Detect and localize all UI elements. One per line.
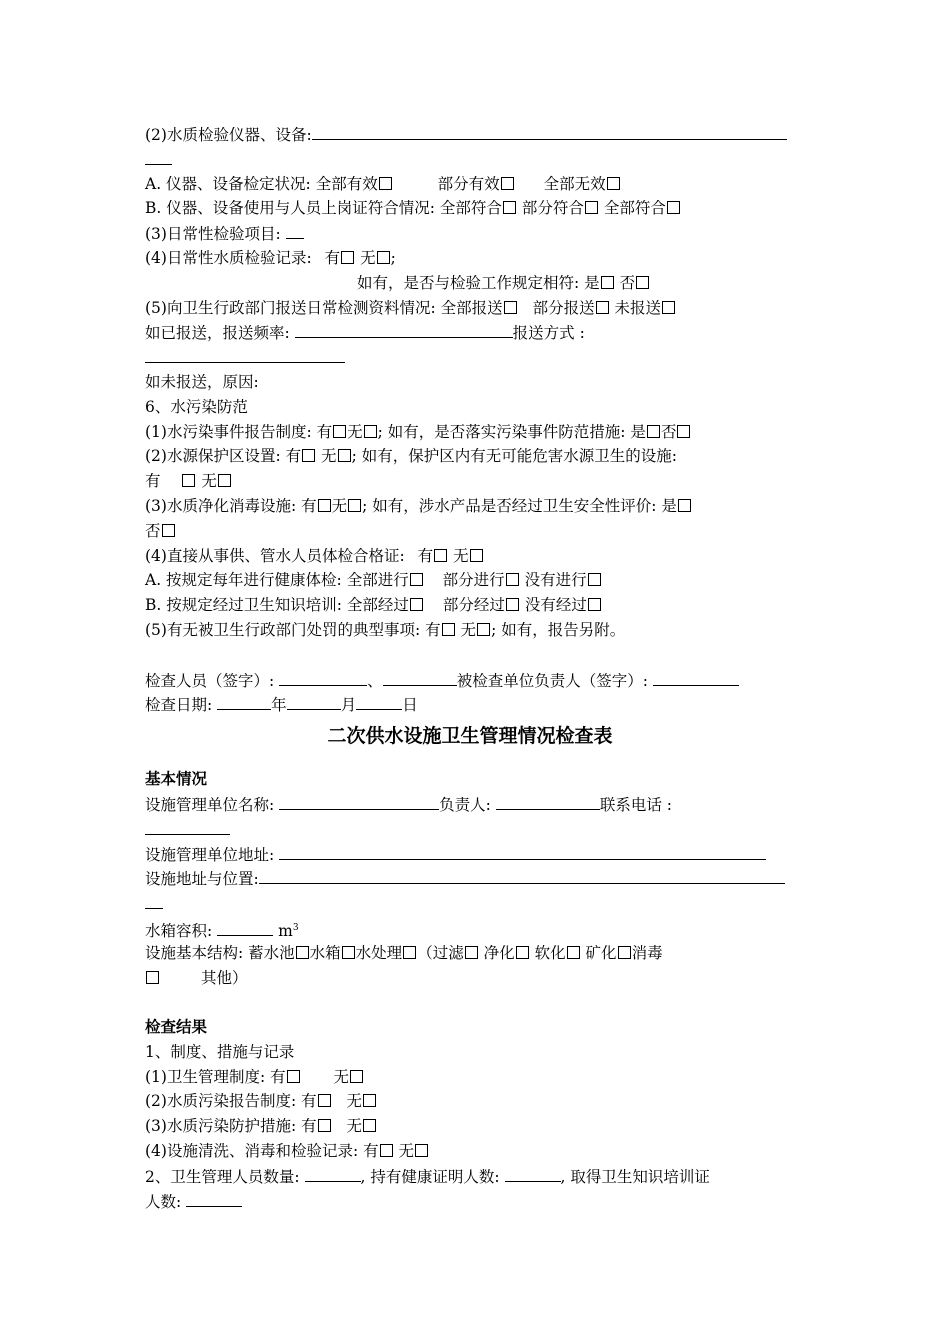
- routine-record-line: (4)日常性水质检验记录: 有 无 ;: [145, 248, 396, 267]
- checkbox[interactable]: [318, 499, 331, 512]
- checkbox[interactable]: [607, 177, 620, 190]
- checkbox[interactable]: [403, 946, 416, 959]
- principal-label: 负责人:: [439, 795, 491, 814]
- checkbox[interactable]: [182, 474, 195, 487]
- option-label: 无: [453, 546, 469, 565]
- option-label: 部分进行: [442, 571, 505, 590]
- text: (5)有无被卫生行政部门处罚的典型事项: 有: [145, 620, 441, 639]
- checkbox[interactable]: [410, 598, 423, 611]
- text: ; 如有，是否落实污染事件防范措施: 是: [377, 422, 646, 441]
- checkbox[interactable]: [364, 425, 377, 438]
- report-frequency-label: 如已报送，报送频率:: [145, 324, 290, 343]
- checkbox[interactable]: [377, 251, 390, 264]
- option-label: 部分符合: [521, 199, 584, 218]
- option-label: 部分报送: [532, 298, 595, 317]
- option-label: 全部无效: [543, 174, 606, 193]
- text: (2)水源保护区设置: 有: [145, 447, 302, 466]
- unit-head-signature-label: 被检查单位负责人（签字）:: [456, 671, 648, 690]
- checkbox[interactable]: [379, 177, 392, 190]
- routine-items-label: (3)日常性检验项目:: [145, 225, 281, 244]
- not-reported-reason: 如未报送，原因:: [145, 372, 259, 391]
- report-method-line: [145, 345, 815, 370]
- checkbox[interactable]: [342, 946, 355, 959]
- routine-items-blank[interactable]: [286, 221, 304, 239]
- report-frequency-blank[interactable]: [295, 320, 513, 338]
- report-status-label: (5)向卫生行政部门报送日常检测资料情况:: [145, 298, 436, 317]
- option-label: 全部报送: [440, 298, 503, 317]
- unit-address-label: 设施管理单位地址:: [145, 845, 275, 864]
- pollution-protection-line: [145, 1114, 815, 1139]
- text: 无: [201, 472, 217, 491]
- checkbox[interactable]: [338, 449, 351, 462]
- health-cert-count-label: , 持有健康证明人数:: [360, 1167, 500, 1186]
- day-blank[interactable]: [356, 692, 402, 710]
- pollution-report-system-line: [145, 1089, 815, 1114]
- phone-line: [145, 817, 815, 842]
- checkbox[interactable]: [647, 425, 660, 438]
- calibration-line: [145, 172, 815, 197]
- disinfection-line-cont: [145, 519, 815, 544]
- section-heading: 1、制度、措施与记录: [145, 1042, 295, 1061]
- facility-address-label: 设施地址与位置:: [145, 870, 259, 889]
- text: 矿化: [585, 943, 617, 962]
- option-label: 全部符合: [439, 199, 502, 218]
- text: ; 如有，报告另附。: [491, 620, 626, 639]
- report-method-label: 报送方式 :: [512, 324, 585, 343]
- checkbox[interactable]: [618, 946, 631, 959]
- text: 月: [340, 696, 357, 715]
- training-cert-label: , 取得卫生知识培训证: [560, 1167, 710, 1186]
- option-label: 没有经过: [524, 596, 587, 615]
- text: 否: [145, 521, 161, 540]
- checkbox[interactable]: [662, 301, 675, 314]
- checkbox[interactable]: [667, 201, 680, 214]
- unit-superscript: 3: [292, 922, 299, 933]
- report-status-line: [145, 296, 815, 321]
- text: B. 按规定经过卫生知识培训:: [145, 596, 342, 615]
- routine-items-line: [145, 221, 815, 246]
- tank-volume-line: [145, 916, 815, 941]
- facility-address-line-cont: [145, 891, 815, 916]
- checkbox[interactable]: [504, 301, 517, 314]
- checkbox[interactable]: [146, 971, 159, 984]
- disinfection-line: [145, 494, 815, 519]
- unit-address-blank[interactable]: [279, 842, 766, 860]
- text: 其他）: [200, 968, 248, 987]
- inspector-signature-label: 检查人员（签字）:: [145, 671, 275, 690]
- text: 年: [271, 696, 287, 715]
- staff-count-blank[interactable]: [305, 1164, 361, 1182]
- unit-head-signature-blank[interactable]: [653, 668, 739, 686]
- checkbox[interactable]: [442, 623, 455, 636]
- record-match-line: [145, 271, 815, 296]
- section-heading: 6、水污染防范: [145, 397, 248, 416]
- text: 无: [346, 1117, 363, 1136]
- tank-volume-blank[interactable]: [217, 918, 273, 936]
- checkbox[interactable]: [296, 946, 309, 959]
- structure-line: [145, 941, 815, 966]
- checkbox[interactable]: [567, 946, 580, 959]
- checkbox[interactable]: [677, 425, 690, 438]
- option-label: 否: [619, 273, 636, 292]
- option-label: 部分有效: [437, 174, 500, 193]
- signature-line: [145, 668, 815, 693]
- training-line: [145, 593, 815, 618]
- checkbox[interactable]: [465, 946, 478, 959]
- checkbox[interactable]: [341, 251, 354, 264]
- report-method-blank[interactable]: [145, 345, 345, 363]
- text: ; 如有，涉水产品是否经过卫生安全性评价: 是: [362, 496, 677, 515]
- facility-address-line: [145, 866, 815, 891]
- text: 无: [398, 1142, 415, 1161]
- unit-name-line: [145, 792, 815, 817]
- checkbox[interactable]: [318, 1119, 331, 1132]
- option-label: 没有进行: [524, 571, 587, 590]
- inspector-signature-blank[interactable]: [279, 668, 367, 686]
- checkbox[interactable]: [318, 1094, 331, 1107]
- checkbox[interactable]: [601, 276, 614, 289]
- date-line: [145, 692, 815, 717]
- checkbox[interactable]: [333, 425, 346, 438]
- text: 净化: [483, 943, 515, 962]
- document-page: [145, 122, 815, 1213]
- option-label: 有: [417, 546, 434, 565]
- unit-name-label: 设施管理单位名称:: [145, 795, 275, 814]
- phone-label: 联系电话 :: [599, 795, 672, 814]
- checkbox[interactable]: [434, 549, 447, 562]
- text: （过滤: [417, 943, 464, 962]
- principal-blank[interactable]: [496, 792, 600, 810]
- facility-address-blank-cont[interactable]: [145, 891, 163, 909]
- health-cert-line: [145, 544, 815, 569]
- text: (4)直接从事供、管水人员体检合格证:: [145, 546, 405, 565]
- instrument-label: (2)水质检验仪器、设备:: [145, 126, 312, 144]
- instrument-line-cont: [145, 147, 815, 172]
- option-label: 无: [360, 248, 376, 267]
- text: 无: [331, 496, 348, 515]
- option-label: 全部进行: [346, 571, 409, 590]
- text: 无: [333, 1067, 350, 1086]
- calibration-label: A. 仪器、设备检定状况:: [145, 174, 311, 193]
- basic-info-heading: 基本情况: [145, 770, 208, 789]
- text: 软化: [534, 943, 566, 962]
- text: 无: [347, 422, 363, 441]
- health-exam-line: [145, 568, 815, 593]
- checkbox[interactable]: [678, 499, 691, 512]
- checkbox[interactable]: [506, 573, 519, 586]
- instrument-blank-cont[interactable]: [145, 147, 172, 165]
- text: ; 如有，保护区内有无可能危害水源卫生的设施:: [351, 447, 677, 466]
- checkbox[interactable]: [585, 201, 598, 214]
- phone-blank[interactable]: [145, 817, 230, 835]
- protection-zone-line: [145, 444, 815, 469]
- report-frequency-line: [145, 320, 815, 345]
- text: 无: [460, 620, 477, 639]
- pollution-report-line: [145, 420, 815, 445]
- checkbox[interactable]: [380, 1144, 393, 1157]
- page-title: 二次供水设施卫生管理情况检查表: [327, 725, 613, 748]
- checkbox[interactable]: [588, 598, 601, 611]
- protection-zone-line-cont: [145, 469, 815, 494]
- result-heading: 检查结果: [145, 1018, 208, 1037]
- checkbox[interactable]: [588, 573, 601, 586]
- instrument-line: [145, 122, 815, 147]
- staff-count-label: 2、卫生管理人员数量:: [145, 1167, 300, 1186]
- staff-count-line: [145, 1164, 815, 1189]
- hygiene-system-line: [145, 1065, 815, 1090]
- year-blank[interactable]: [217, 692, 271, 710]
- text: (2)水质污染报告制度: 有: [145, 1092, 317, 1111]
- checkbox[interactable]: [477, 623, 490, 636]
- text: A. 按规定每年进行健康体检:: [145, 571, 342, 590]
- checkbox[interactable]: [415, 1144, 428, 1157]
- checkbox[interactable]: [410, 573, 423, 586]
- option-label: 部分经过: [442, 596, 505, 615]
- text: 日: [402, 696, 418, 715]
- text: (4)设施清洗、消毒和检验记录: 有: [145, 1142, 379, 1161]
- unit-address-line: [145, 842, 815, 867]
- text: 水箱: [309, 943, 341, 962]
- facility-address-blank[interactable]: [259, 866, 785, 884]
- record-match-label: 如有，是否与检验工作规定相符:: [357, 273, 580, 292]
- text: (3)水质净化消毒设施: 有: [145, 496, 317, 515]
- text: 设施基本结构: 蓄水池: [145, 943, 295, 962]
- certificate-label: B. 仪器、设备使用与人员上岗证符合情况:: [145, 199, 435, 218]
- routine-record-label: (4)日常性水质检验记录:: [145, 248, 312, 267]
- text: (1)卫生管理制度: 有: [145, 1067, 286, 1086]
- option-label: 是: [584, 273, 600, 292]
- checkbox[interactable]: [162, 524, 175, 537]
- checkbox[interactable]: [218, 474, 231, 487]
- checkbox[interactable]: [350, 1070, 363, 1083]
- checkbox[interactable]: [596, 301, 609, 314]
- training-count-blank[interactable]: [186, 1189, 242, 1207]
- checkbox[interactable]: [470, 549, 483, 562]
- checkbox[interactable]: [501, 177, 514, 190]
- text: 消毒: [631, 943, 663, 962]
- unit-name-blank[interactable]: [279, 792, 439, 810]
- option-label: 未报送: [614, 298, 662, 317]
- certificate-line: [145, 196, 815, 221]
- instrument-blank[interactable]: [312, 122, 787, 140]
- training-count-line: [145, 1189, 815, 1214]
- training-count-label: 人数:: [145, 1192, 182, 1211]
- text: (1)水污染事件报告制度: 有: [145, 422, 333, 441]
- text: 、: [367, 671, 383, 690]
- text: (3)水质污染防护措施: 有: [145, 1117, 317, 1136]
- inspector-signature-blank-2[interactable]: [383, 668, 457, 686]
- text: 有: [145, 472, 161, 491]
- option-label: 全部有效: [315, 174, 378, 193]
- checkbox[interactable]: [506, 598, 519, 611]
- checkbox[interactable]: [503, 201, 516, 214]
- structure-line-cont: [145, 966, 815, 991]
- penalty-line: [145, 618, 815, 643]
- health-cert-count-blank[interactable]: [505, 1164, 561, 1182]
- checkbox[interactable]: [516, 946, 529, 959]
- checkbox[interactable]: [302, 449, 315, 462]
- month-blank[interactable]: [287, 692, 341, 710]
- text: 水处理: [355, 943, 403, 962]
- checkbox[interactable]: [363, 1094, 376, 1107]
- checkbox[interactable]: [636, 276, 649, 289]
- checkbox[interactable]: [363, 1119, 376, 1132]
- checkbox[interactable]: [348, 499, 361, 512]
- unit-text: m: [278, 922, 293, 941]
- option-label: 有: [324, 248, 341, 267]
- date-label: 检查日期:: [145, 696, 213, 715]
- checkbox[interactable]: [287, 1070, 300, 1083]
- option-label: 全部符合: [603, 199, 666, 218]
- tank-volume-label: 水箱容积:: [145, 922, 213, 941]
- cleaning-record-line: [145, 1139, 815, 1164]
- text: 无: [321, 447, 337, 466]
- text: 否: [660, 422, 677, 441]
- option-label: 全部经过: [346, 596, 409, 615]
- text: 无: [346, 1092, 363, 1111]
